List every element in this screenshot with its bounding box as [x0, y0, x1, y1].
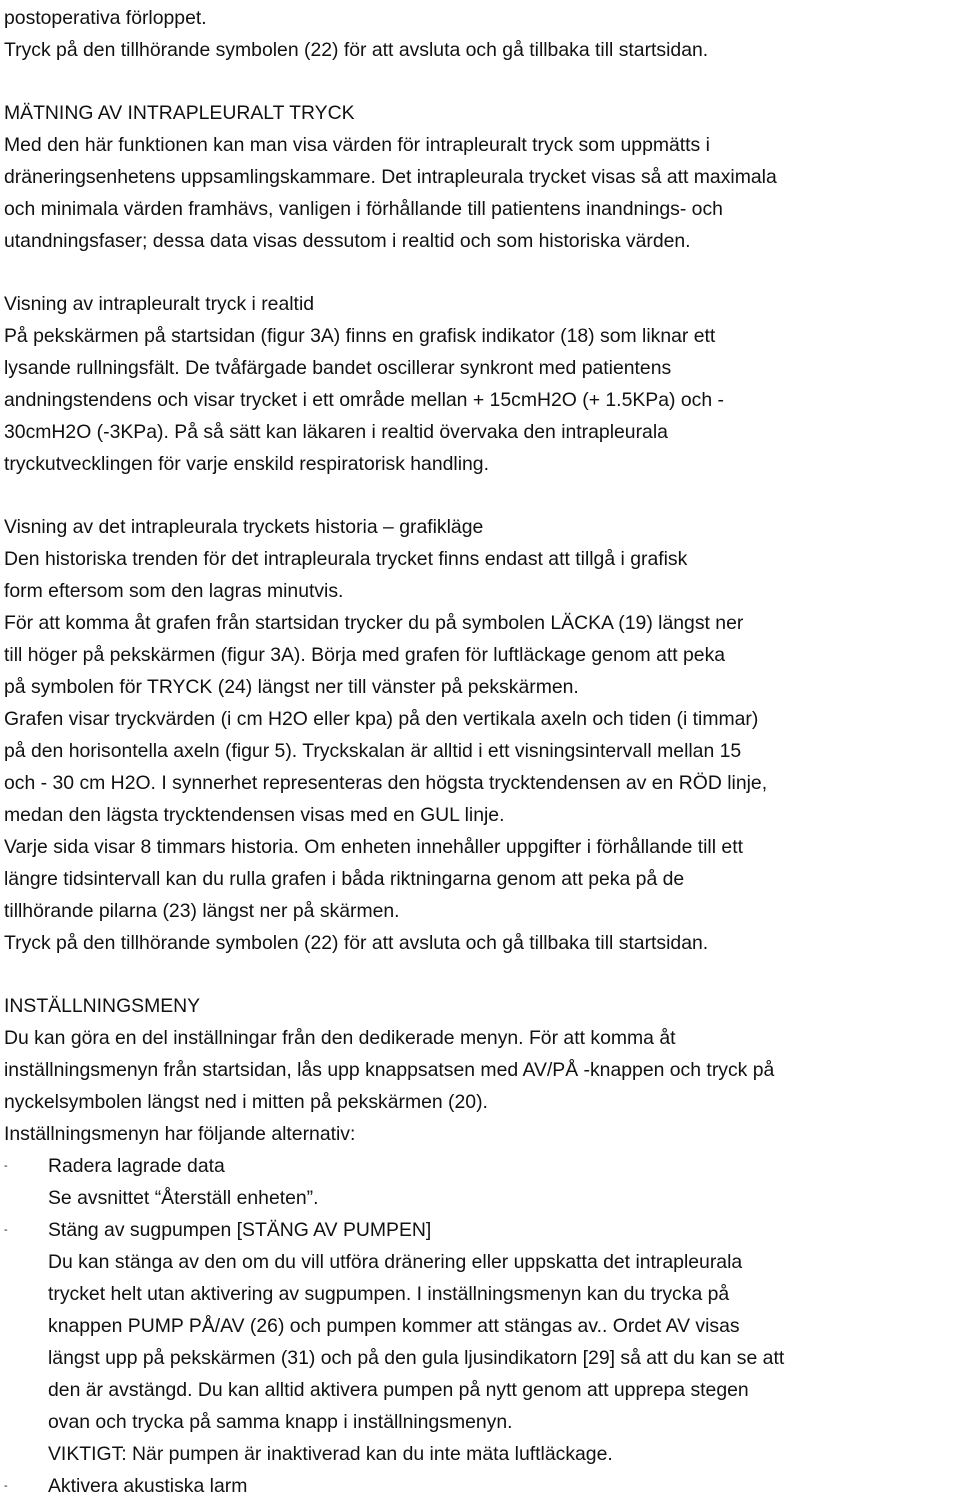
text-line: inställningsmenyn från startsidan, lås upp knappsatsen med AV/PÅ -knappen och tryck på — [4, 1059, 775, 1081]
list-item-text: ovan och trycka på samma knapp i inställningsmenyn. — [48, 1411, 513, 1433]
text-line: postoperativa förloppet. — [4, 7, 207, 29]
section-heading: Visning av intrapleuralt tryck i realtid — [4, 293, 315, 315]
list-item-text: Du kan stänga av den om du vill utföra dränering eller uppskatta det intrapleurala — [48, 1251, 743, 1273]
paragraph-gap — [4, 480, 960, 511]
list-item — [4, 1150, 960, 1214]
text-line: på symbolen för TRYCK (24) längst ner till vänster på pekskärmen. — [4, 676, 579, 698]
text-line: på den horisontella axeln (figur 5). Tryckskalan är alltid i ett visningsintervall mellan 15 — [4, 740, 742, 762]
text-line: Med den här funktionen kan man visa värden för intrapleuralt tryck som uppmätts i — [4, 134, 710, 156]
text-line: och - 30 cm H2O. I synnerhet representeras den högsta trycktendensen av en RÖD linje, — [4, 772, 768, 794]
text-line: 30cmH2O (-3KPa). På så sätt kan läkaren i realtid övervaka den intrapleurala — [4, 421, 668, 443]
list-item-title-text: Radera lagrade data — [48, 1155, 225, 1177]
list-item-text: Se avsnittet “Återställ enheten”. — [48, 1187, 319, 1209]
intro-block — [4, 2, 960, 66]
section-heading: INSTÄLLNINGSMENY — [4, 995, 201, 1017]
list-item-text: trycket helt utan aktivering av sugpumpen. I inställningsmenyn kan du trycka på — [48, 1283, 730, 1305]
list-item-title — [4, 1214, 960, 1246]
text-line: Du kan göra en del inställningar från den dedikerade menyn. För att komma åt — [4, 1027, 676, 1049]
text-line: På pekskärmen på startsidan (figur 3A) finns en grafisk indikator (18) som liknar ett — [4, 325, 716, 347]
list-item-title-text: Aktivera akustiska larm — [48, 1475, 248, 1497]
text-line: Tryck på den tillhörande symbolen (22) för att avsluta och gå tillbaka till startsidan. — [4, 932, 709, 954]
text-line: Den historiska trenden för det intrapleurala trycket finns endast att tillgå i grafisk — [4, 548, 688, 570]
text-line: längre tidsintervall kan du rulla grafen i båda riktningarna genom att peka på de — [4, 868, 685, 890]
section-heading: MÄTNING AV INTRAPLEURALT TRYCK — [4, 102, 355, 124]
section-heading: Visning av det intrapleurala tryckets historia – grafikläge — [4, 516, 484, 538]
paragraph-gap — [4, 257, 960, 288]
text-line: andningstendens och visar trycket i ett område mellan + 15cmH2O (+ 1.5KPa) och - — [4, 389, 724, 411]
bullet-dash: - — [4, 1224, 8, 1236]
list-item-text: längst upp på pekskärmen (31) och på den gula ljusindikatorn [29] så att du kan se att — [48, 1347, 785, 1369]
text-line: medan den lägsta trycktendensen visas med en GUL linje. — [4, 804, 505, 826]
list-item-text: knappen PUMP PÅ/AV (26) och pumpen kommer att stängas av.. Ordet AV visas — [48, 1315, 740, 1337]
text-line: Tryck på den tillhörande symbolen (22) för att avsluta och gå tillbaka till startsidan. — [4, 39, 709, 61]
text-line: tryckutvecklingen för varje enskild respiratorisk handling. — [4, 453, 489, 475]
text-line: Grafen visar tryckvärden (i cm H2O eller kpa) på den vertikala axeln och tiden (i timmar) — [4, 708, 759, 730]
section-realtid — [4, 288, 960, 480]
list-item-title — [4, 1150, 960, 1182]
text-line: För att komma åt grafen från startsidan trycker du på symbolen LÄCKA (19) längst ner — [4, 612, 744, 634]
list-item — [4, 1470, 960, 1502]
section-installning — [4, 990, 960, 1502]
text-line: utandningsfaser; dessa data visas dessutom i realtid och som historiska värden. — [4, 230, 691, 252]
list-item — [4, 1214, 960, 1470]
section-matning — [4, 97, 960, 257]
text-line: Varje sida visar 8 timmars historia. Om enheten innehåller uppgifter i förhållande till ett — [4, 836, 743, 858]
paragraph-gap — [4, 959, 960, 990]
text-line: till höger på pekskärmen (figur 3A). Börja med grafen för luftläckage genom att peka — [4, 644, 726, 666]
list-item-title-text: Stäng av sugpumpen [STÄNG AV PUMPEN] — [48, 1219, 432, 1241]
text-line: och minimala värden framhävs, vanligen i förhållande till patientens inandnings- och — [4, 198, 723, 220]
list-item-text: VIKTIGT: När pumpen är inaktiverad kan du inte mäta luftläckage. — [48, 1443, 613, 1465]
text-line: tillhörande pilarna (23) längst ner på skärmen. — [4, 900, 400, 922]
paragraph-gap — [4, 66, 960, 97]
bullet-dash: - — [4, 1480, 8, 1492]
text-line: nyckelsymbolen längst ned i mitten på pekskärmen (20). — [4, 1091, 488, 1113]
list-item-title — [4, 1470, 960, 1502]
section-historia — [4, 511, 960, 959]
text-line: form eftersom som den lagras minutvis. — [4, 580, 344, 602]
text-line: lysande rullningsfält. De tvåfärgade bandet oscillerar synkront med patientens — [4, 357, 672, 379]
list-item-text: den är avstängd. Du kan alltid aktivera pumpen på nytt genom att upprepa stegen — [48, 1379, 749, 1401]
text-line: Inställningsmenyn har följande alternativ: — [4, 1123, 356, 1145]
bullet-dash: - — [4, 1160, 8, 1172]
text-line: dräneringsenhetens uppsamlingskammare. Det intrapleurala trycket visas så att maximala — [4, 166, 777, 188]
